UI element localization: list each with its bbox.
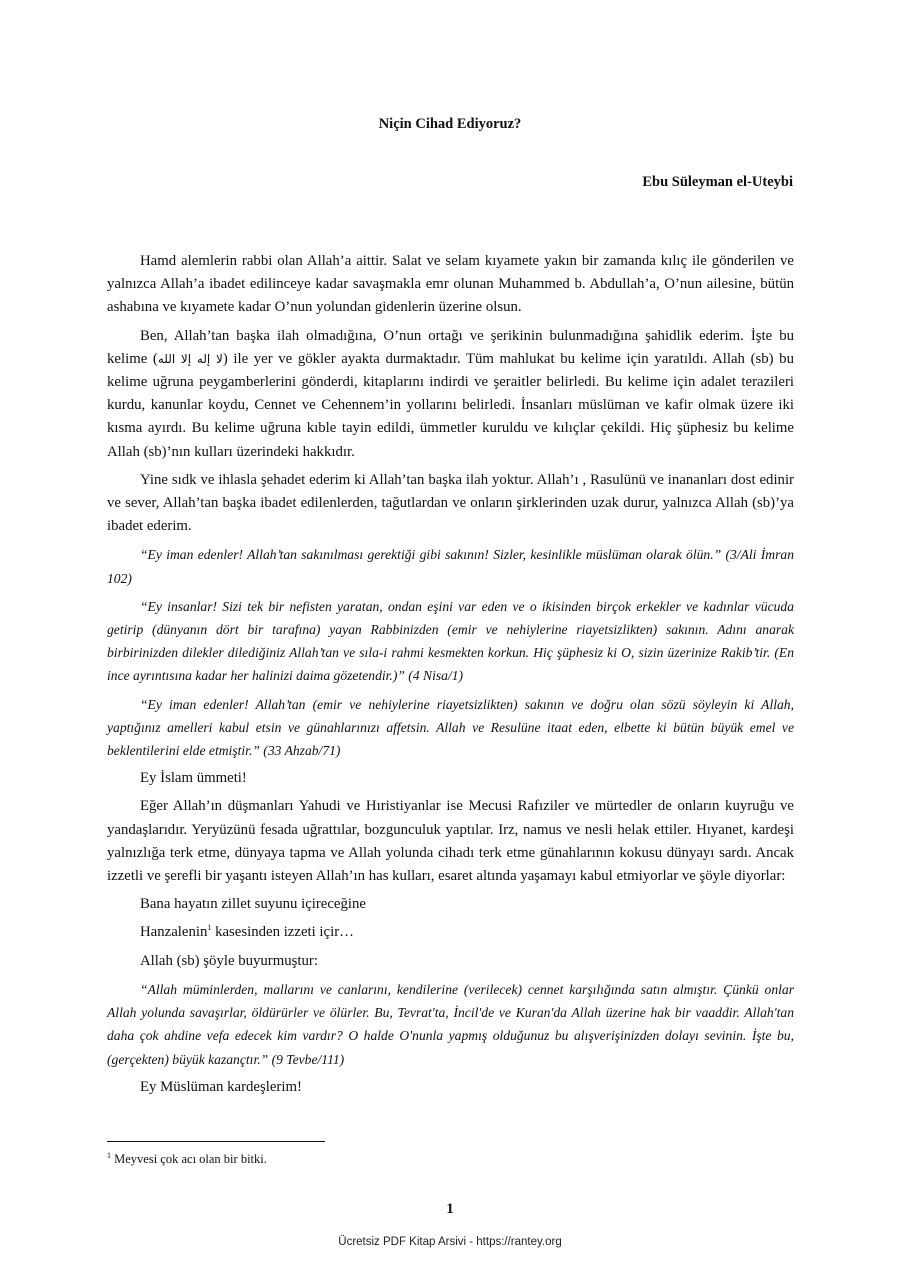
paragraph-1: Hamd alemlerin rabbi olan Allah’a aittir. Salat ve selam kıyamete yakın bir zamanda kılıç ile gönderilen ve yalnızca Allah’a ibadet edilinceye kadar savaşmakla emr olunan Muhammed b. Abdullah’a, O’nun ailesine, bütün ashabına ve kıyamete kadar O’nun yolundan gidenlerin üzerine olsun. [107,253,794,316]
document-body [107,250,794,1104]
arabic-shahada: لا إله إلا الله [157,351,223,366]
quote-tevbe: “Allah müminlerden, mallarını ve canlarını, kendilerine (verilecek) cennet karşılığında satın almıştır. Çünkü onlar Allah yolunda savaşırlar, öldürürler ve ölürler. Bu, Tevrat'ta, İncil'de ve Kuran'da Allah üzerine hak bir vaaddir. Allah'tan daha çok ahdine vefa edecek kim vardır? O halde O'nunla yapmış olduğunuz bu alışverişinizden dolayı sevinin. İşte bu, (gerçekten) büyük kazançtır.” (9 Tevbe/111) [107,981,794,1067]
document-title: Niçin Cihad Ediyoruz? [378,116,522,132]
footer-source[interactable]: Ücretsiz PDF Kitap Arsivi - https://rantey.org [338,1236,562,1248]
paragraph-2-end: ) ile yer ve gökler ayakta durmaktadır. Tüm mahlukat bu kelime için yaratıldı. Allah (sb) bu kelime uğruna peygamberlerini gönderdi, kitaplarını indirdi ve şeraitler belirledi. Bu kelime için adalet terazileri kurdu, kanunlar koydu, Cennet ve Cehennem’in yollarını belirledi. İnsanları müslüman ve kafir olmak üzere iki kısma ayırdı. Bu kelime uğruna kıble tayin edildi, ümmetler kuruldu ve kılıçlar çekildi. Hiç şüphesiz bu kelime Allah (sb)’nın kulları üzerindeki hakkıdır. [107,350,794,460]
paragraph-5: Eğer Allah’ın düşmanları Yahudi ve Hıristiyanlar ise Mecusi Rafıziler ve mürtedler de onların kuyruğu ve yandaşlarıdır. Yeryüzünü fesada uğrattılar, bozgunculuk yaptılar. Irz, namus ve nesli helak ettiler. Hıyanet, kardeşi yalnızlığa terk etme, dünyaya tapma ve Allah yolunda cihadı terk etme günahlarının kokusu dünyayı sardı. Ancak izzetli ve şerefli bir yaşantı isteyen Allah’ın has kulları, esaret altında yaşamayı kabul etmiyorlar ve şöyle diyorlar: [107,798,794,885]
poem-word: Hanzalenin [140,924,208,941]
quote-ali-imran: “Ey iman edenler! Allah’tan sakınılması gerektiği gibi sakının! Sizler, kesinlikle müslüman olarak ölün.” (3/Ali İmran 102) [107,547,794,586]
paragraph-4: Ey İslam ümmeti! [140,770,247,787]
paragraph-2-start: Ben, Allah’tan başka ilah olmadığına, O’nun ortağı ve şerikinin bulunmadığına şahidlik ederim. İşte bu kelime ( [107,327,794,367]
poem-line-1: Bana hayatın zillet suyunu içireceğine [140,896,366,913]
footnote-marker: 1 [107,1150,111,1160]
paragraph-6: Allah (sb) şöyle buyurmuştur: [140,952,318,969]
footnote [107,1152,267,1167]
footnote-reference[interactable]: 1 [207,923,212,933]
page-number: 1 [446,1201,454,1217]
quote-nisa: “Ey insanlar! Sizi tek bir nefisten yaratan, ondan eşini var eden ve o ikisinden birçok erkekler ve kadınlar vücuda getirip (dünyanın dört bir tarafına) yayan Rabbinizden (emir ve nehiylerine riayetsizlikten) sakının. Adını anarak birbirinizden dilekler dilediğiniz Allah’tan ve sıla-i rahmi kesmekten korkun. Hiç şüphesiz ki O, sizin üzerinize Rakib’tir. (En ince ayrıntısına kadar her halinizi daima gözetendir.)” (4 Nisa/1) [107,598,794,684]
paragraph-2 [107,325,794,464]
poem-rest: kasesinden izzeti içir… [211,924,354,941]
author-name: Ebu Süleyman el-Uteybi [642,174,793,190]
paragraph-3: Yine sıdk ve ihlasla şehadet ederim ki Allah’tan başka ilah yoktur. Allah’ı , Rasulünü ve inananları dost edinir ve sever, Allah’tan başka ibadet edilenlerden, tağutlardan ve onların şirklerinden uzak durur, yalnızca Allah (sb)’ya ibadet ederim. [107,471,794,535]
poem-line-2 [107,921,794,944]
footnote-text: Meyvesi çok acı olan bir bitki. [111,1152,267,1166]
quote-ahzab: “Ey iman edenler! Allah’tan (emir ve nehiylerine riayetsizlikten) sakının ve doğru olan sözü söyleyin ki Allah, yaptığınız amelleri kabul etsin ve günahlarınızı affetsin. Allah ve Resulüne itaat eden, elbette ki bütün büyük emel ve beklentilerini elde etmiştir.” (33 Ahzab/71) [107,696,794,759]
footnote-divider [107,1141,325,1142]
paragraph-7: Ey Müslüman kardeşlerim! [140,1078,302,1095]
